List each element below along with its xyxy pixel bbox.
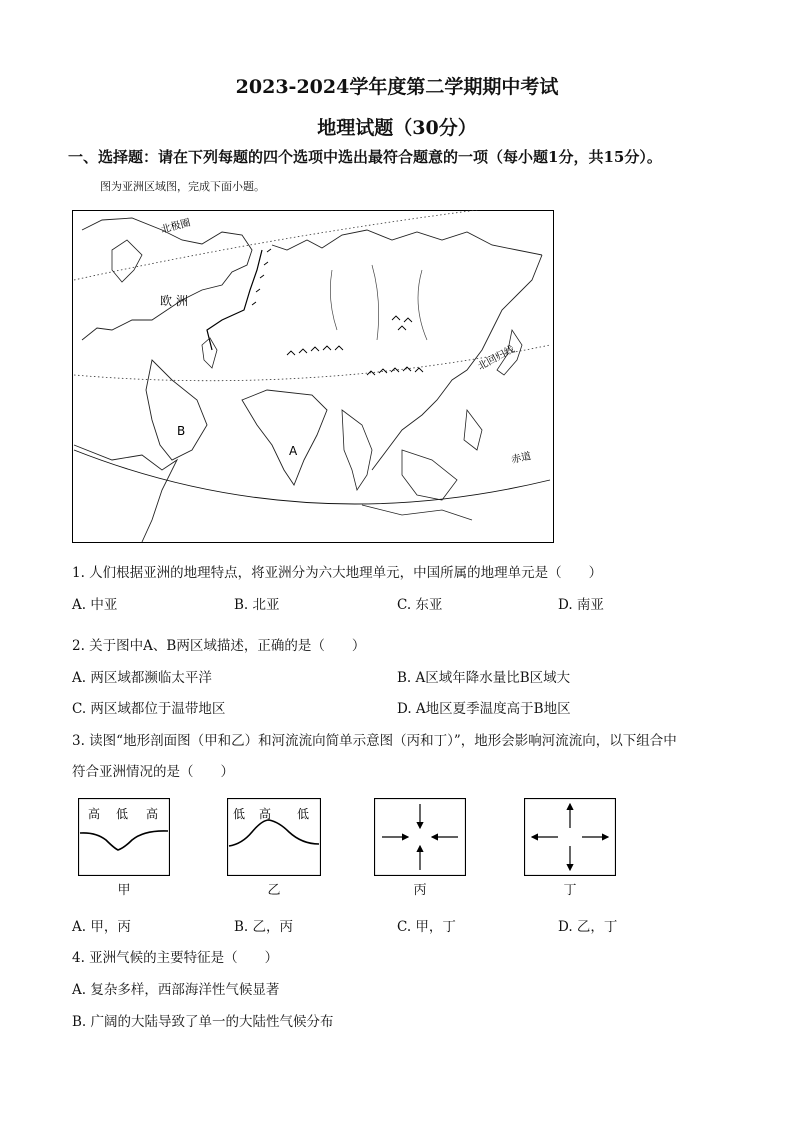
jia-text-mid: 低	[116, 807, 129, 821]
q3-option-a[interactable]: A. 甲，丙	[72, 919, 131, 935]
q1-option-a[interactable]: A. 中亚	[72, 597, 118, 613]
yi-text-right: 低	[297, 807, 310, 821]
q3-option-b[interactable]: B. 乙，丙	[234, 919, 294, 935]
diagram-jia-label: 甲	[117, 883, 131, 898]
exam-subtitle: 地理试题（30分）	[317, 117, 477, 139]
arctic-circle-label: 北极圈	[159, 217, 192, 236]
exam-title: 2023-2024学年度第二学期期中考试	[235, 76, 559, 98]
map-frame	[73, 211, 554, 543]
diagram-bing-label: 丙	[413, 883, 427, 898]
q2-option-b[interactable]: B. A区域年降水量比B区域大	[397, 670, 571, 686]
question-1-stem: 1. 人们根据亚洲的地理特点，将亚洲分为六大地理单元，中国所属的地理单元是（ ）	[72, 565, 603, 581]
q3-option-c[interactable]: C. 甲，丁	[397, 919, 456, 935]
profile-diagram-jia	[78, 798, 170, 876]
q1-option-d[interactable]: D. 南亚	[558, 597, 604, 613]
tropic-label: 北回归线	[476, 344, 517, 373]
yi-text-left: 低	[233, 807, 246, 821]
q1-option-c[interactable]: C. 东亚	[397, 597, 443, 613]
q2-option-d[interactable]: D. A地区夏季温度高于B地区	[397, 701, 571, 717]
q2-option-a[interactable]: A. 两区域都濒临太平洋	[72, 670, 212, 686]
region-a-label: A	[289, 444, 298, 458]
yi-text-mid: 高	[259, 807, 272, 821]
asia-map	[72, 210, 554, 543]
flow-diagram-bing	[374, 798, 466, 876]
map-intro: 图为亚洲区域图，完成下面小题。	[100, 180, 265, 193]
europe-label: 欧 洲	[160, 294, 188, 308]
jia-text-right: 高	[146, 807, 159, 821]
q4-option-a[interactable]: A. 复杂多样，西部海洋性气候显著	[72, 982, 280, 998]
q4-option-b[interactable]: B. 广阔的大陆导致了单一的大陆性气候分布	[72, 1014, 334, 1030]
question-3-stem-line1: 3. 读图“地形剖面图（甲和乙）和河流流向简单示意图（丙和丁）”，地形会影响河流流向，以下组合中	[72, 733, 677, 749]
question-3-stem-line2: 符合亚洲情况的是（ ）	[72, 764, 234, 780]
section-heading: 一、选择题：请在下列每题的四个选项中选出最符合题意的一项（每小题1分，共15分）。	[68, 148, 662, 166]
q2-option-c[interactable]: C. 两区域都位于温带地区	[72, 701, 226, 717]
flow-diagram-ding	[524, 798, 616, 876]
profile-diagram-yi	[227, 798, 321, 876]
diagram-ding-label: 丁	[563, 883, 577, 898]
jia-text-left: 高	[88, 807, 101, 821]
diagram-yi-label: 乙	[267, 883, 281, 898]
q3-option-d[interactable]: D. 乙，丁	[558, 919, 618, 935]
equator-label: 赤道	[510, 451, 533, 466]
question-2-stem: 2. 关于图中A、B两区域描述，正确的是（ ）	[72, 638, 366, 654]
question-4-stem: 4. 亚洲气候的主要特征是（ ）	[72, 950, 279, 966]
region-b-label: B	[177, 424, 186, 438]
q1-option-b[interactable]: B. 北亚	[234, 597, 280, 613]
